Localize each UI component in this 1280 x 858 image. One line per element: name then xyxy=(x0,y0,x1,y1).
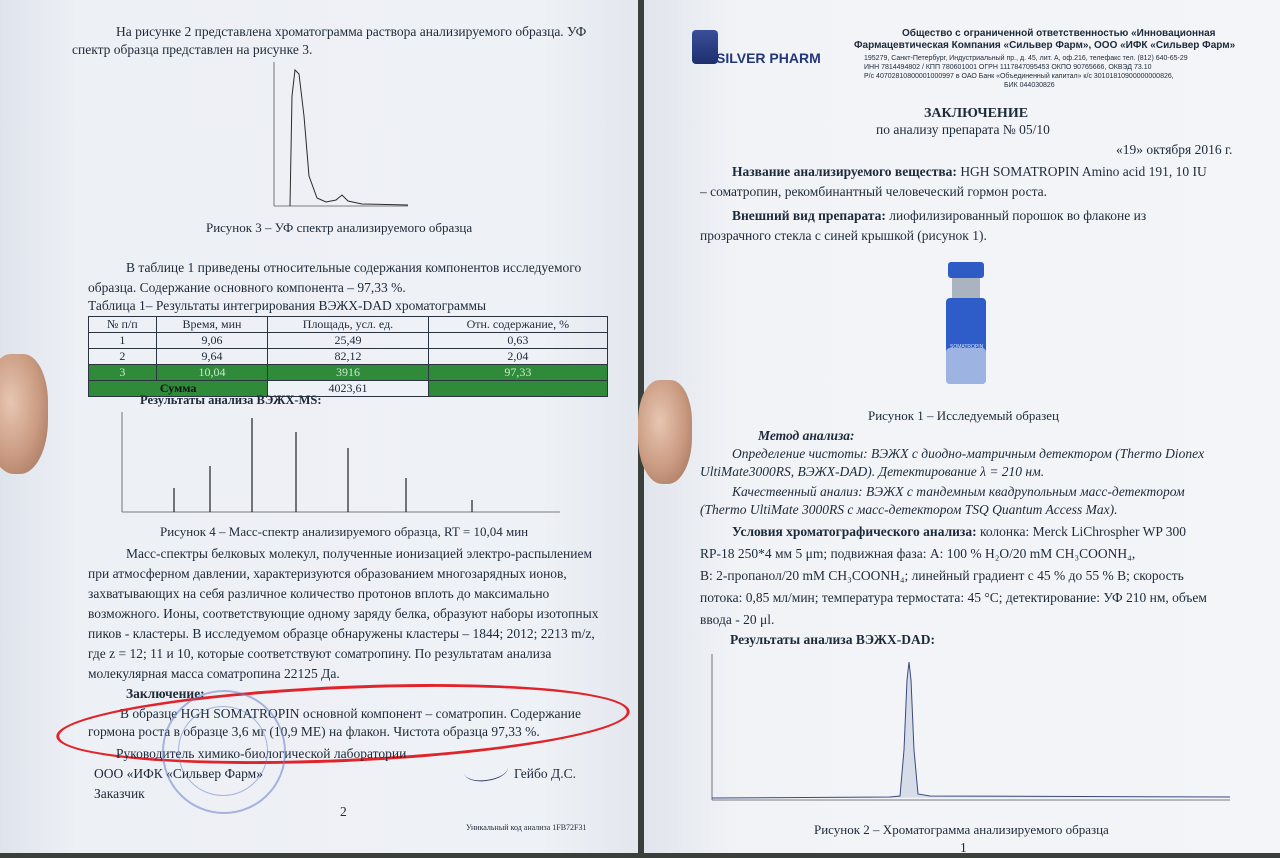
figure-1-caption: Рисунок 1 – Исследуемый образец xyxy=(868,408,1059,423)
somatropin-vial-image xyxy=(944,262,988,386)
company-address-line: ИНН 7814494802 / КПП 780601001 ОГРН 1117847095453 ОКПО 90765666, ОКВЭД 73.10 xyxy=(864,64,1152,71)
table-intro-line-2: образца. Содержание основного компонента – 97,33 %. xyxy=(88,280,406,295)
uv-spectrum-line xyxy=(290,70,408,206)
ms-text-line: при атмосферном давлении, характеризуются образованием многозарядных ионов, xyxy=(88,566,567,581)
figure-3-caption: Рисунок 3 – УФ спектр анализируемого образца xyxy=(206,220,473,235)
table-cell: 3916 xyxy=(268,365,428,381)
quality-line-1: Качественный анализ: ВЭЖХ с тандемным квадрупольным масс-детектором xyxy=(732,484,1185,499)
appearance-value: лиофилизированный порошок во флаконе из xyxy=(889,208,1147,223)
conclusion-line-2: гормона роста в образце 3,6 мг (10,9 МЕ) на флакон. Чистота образца 97,33 %. xyxy=(88,724,540,739)
table-sum-label: Сумма xyxy=(89,381,268,397)
vial-neck xyxy=(952,278,980,298)
vial-cap xyxy=(948,262,984,278)
appearance-value-line-2: прозрачного стекла с синей крышкой (рисунок 1). xyxy=(700,228,987,243)
conditions-line: потока: 0,85 мл/мин; температура термостата: 45 °С; детектирование: УФ 210 нм, объем xyxy=(700,590,1207,605)
intro-line-2: спектр образца представлен на рисунке 3. xyxy=(72,42,313,57)
table-header-cell: Отн. содержание, % xyxy=(428,317,607,333)
purity-line-2: UltiMate3000RS, ВЭЖХ-DAD). Детектирование λ = 210 нм. xyxy=(700,464,1045,479)
table-cell: 82,12 xyxy=(268,349,428,365)
left-hand-thumb xyxy=(0,354,48,474)
table-header-cell: Площадь, усл. ед. xyxy=(268,317,428,333)
ms-text-line: пиков - кластеры. В исследуемом образце обнаружены кластеры – 1844; 2012; 2213 m/z, xyxy=(88,626,595,641)
company-address-line: Р/с 40702810800001000997 в ОАО Банк «Объединенный капитал» к/с 30101810900000000826, xyxy=(864,73,1174,80)
table-header-cell: Время, мин xyxy=(156,317,268,333)
head-of-lab: Руководитель химико-биологической лаборатории xyxy=(116,746,407,761)
mass-spectrum-figure xyxy=(112,408,562,518)
substance-value: HGH SOMATROPIN Amino acid 191, 10 IU xyxy=(960,164,1207,179)
integration-results-table xyxy=(88,316,608,397)
ms-text-line: возможного. Ионы, соответствующие одному заряду белка, образуют наборы изотопных xyxy=(88,606,599,621)
conditions-line: RP-18 250*4 мм 5 μm; подвижная фаза: A: 100 % H₂O/20 mM CH₃COONH₄, xyxy=(700,546,1136,561)
purity-line-1: Определение чистоты: ВЭЖХ с диодно-матричным детектором (Thermo Dionex xyxy=(732,446,1205,461)
conclusion-heading: Заключение: xyxy=(126,686,205,701)
document-date: «19» октября 2016 г. xyxy=(1116,142,1233,157)
ms-text-line: Масс-спектры белковых молекул, полученные ионизацией электро-распылением xyxy=(126,546,592,561)
figure-4-caption: Рисунок 4 – Масс-спектр анализируемого образца, RT = 10,04 мин xyxy=(160,524,529,539)
table-cell: 2,04 xyxy=(428,349,607,365)
chromatogram-line xyxy=(712,662,1230,798)
document-subtitle: по анализу препарата № 05/10 xyxy=(876,122,1050,137)
ms-results-heading: Результаты анализа ВЭЖХ-MS: xyxy=(140,393,322,407)
method-heading: Метод анализа: xyxy=(758,428,855,443)
ms-text-line: молекулярная масса соматропина 22125 Да. xyxy=(88,666,340,681)
company-address-line: БИК 044030826 xyxy=(1004,82,1055,89)
company-logo-text: SILVER PHARM xyxy=(716,50,821,66)
table-title: Таблица 1– Результаты интегрирования ВЭЖХ-DAD хроматограммы xyxy=(88,298,487,313)
ms-text-line: где z = 12; 11 и 10, которые соответствуют соматропину. По результатам анализа xyxy=(88,646,552,661)
table-cell: 1 xyxy=(89,333,157,349)
vial-glass-bottom xyxy=(946,348,986,384)
table-intro-line-1: В таблице 1 приведены относительные содержания компонентов исследуемого xyxy=(126,260,582,275)
company-address-line: 195279, Санкт-Петербург, Индустриальный пр., д. 45, лит. А, оф.216, телефакс тел. (812) 640-65-29 xyxy=(864,55,1188,62)
conditions-value: колонка: Merck LiChrospher WP 300 xyxy=(979,524,1186,539)
left-document-page xyxy=(0,0,638,853)
table-cell: 10,04 xyxy=(156,365,268,381)
figure-2-caption: Рисунок 2 – Хроматограмма анализируемого образца xyxy=(814,822,1109,837)
company-name-line-2: Фармацевтическая Компания «Сильвер Фарм», ООО «ИФК «Сильвер Фарм» xyxy=(854,40,1236,51)
company-name-line-1: Общество с ограниченной ответственностью «Инновационная xyxy=(902,28,1216,39)
customer-label: Заказчик xyxy=(94,786,145,801)
company-seal-stamp xyxy=(162,690,286,814)
table-row xyxy=(89,333,608,349)
chromatogram-figure xyxy=(700,650,1240,810)
right-hand-thumb xyxy=(638,380,692,484)
conditions-line: B: 2-пропанол/20 mM CH₃COONH₄; линейный градиент с 45 % до 55 % B; скорость xyxy=(700,568,1184,583)
signature xyxy=(463,757,509,784)
table-sum-empty xyxy=(428,381,607,397)
table-cell: 3 xyxy=(89,365,157,381)
conclusion-line-1: В образце HGH SOMATROPIN основной компонент – соматропин. Содержание xyxy=(120,706,581,721)
left-page-number: 2 xyxy=(340,804,347,819)
conditions-label: Условия хроматографического анализа: xyxy=(732,524,977,539)
ms-text-line: захватывающих на себя различное количество протонов вплоть до максимально xyxy=(88,586,550,601)
document-title: ЗАКЛЮЧЕНИЕ xyxy=(924,106,1029,121)
table-cell: 9,06 xyxy=(156,333,268,349)
substance-description: – соматропин, рекомбинантный человеческий гормон роста. xyxy=(700,184,1048,199)
signer-name: Гейбо Д.С. xyxy=(514,766,576,781)
table-cell: 2 xyxy=(89,349,157,365)
dad-results-heading: Результаты анализа ВЭЖХ-DAD: xyxy=(730,632,936,647)
right-page-number: 1 xyxy=(960,840,967,855)
table-row xyxy=(89,349,608,365)
uv-spectrum-figure xyxy=(262,56,412,216)
table-cell: 97,33 xyxy=(428,365,607,381)
organization-name: ООО «ИФК «Сильвер Фарм» xyxy=(94,766,263,781)
intro-line-1: На рисунке 2 представлена хроматограмма раствора анализируемого образца. УФ xyxy=(116,24,587,39)
appearance-label: Внешний вид препарата: xyxy=(732,208,886,223)
vial-label-text: SOMATROPIN xyxy=(950,344,984,350)
unique-analysis-code: Уникальный код анализа 1FB72F31 xyxy=(466,823,587,832)
quality-line-2: (Thermo UltiMate 3000RS с масс-детектором TSQ Quantum Access Max). xyxy=(700,502,1118,517)
table-row-highlighted xyxy=(89,365,608,381)
table-header-cell: № п/п xyxy=(89,317,157,333)
table-sum-value: 4023,61 xyxy=(268,381,428,397)
table-cell: 25,49 xyxy=(268,333,428,349)
conditions-line: ввода - 20 μl. xyxy=(700,612,775,627)
table-header-row xyxy=(89,317,608,333)
silver-pharm-logo-icon xyxy=(692,30,718,64)
table-cell: 9,64 xyxy=(156,349,268,365)
substance-label: Название анализируемого вещества: xyxy=(732,164,957,179)
table-cell: 0,63 xyxy=(428,333,607,349)
